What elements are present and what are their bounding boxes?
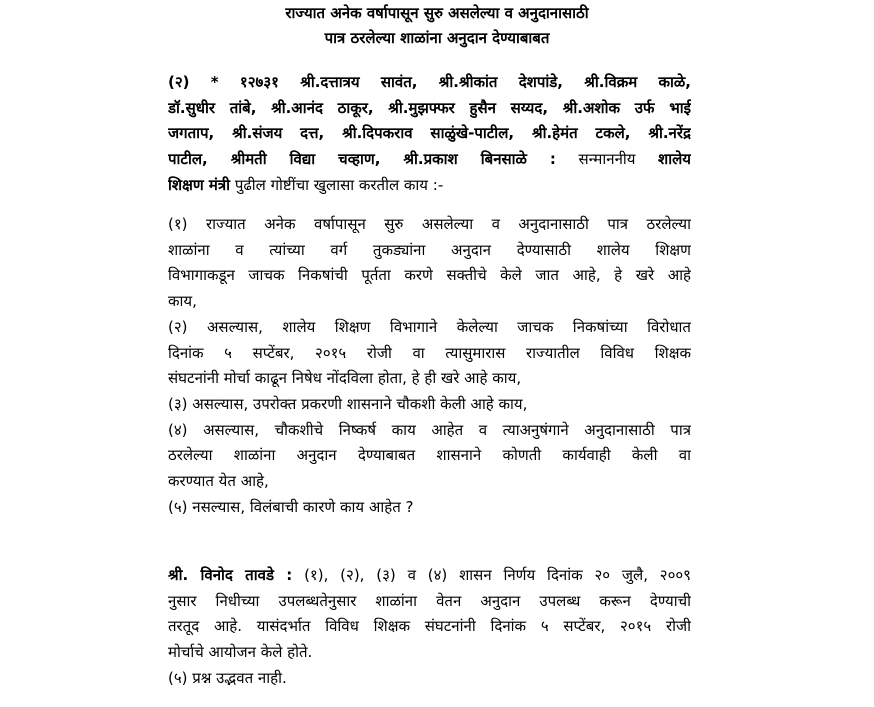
answer-line (168, 563, 691, 589)
question-item-line: (५) नसल्यास, विलंबाची कारणे काय आहेत ? (168, 497, 414, 516)
question-item-line: ठरलेल्या शाळांना अनुदान देण्याबाबत शासनाने कोणती कार्यवाही केली वा (168, 446, 691, 465)
question-header-line (168, 147, 691, 173)
question-item-line: (३) असल्यास, उपरोक्त प्रकरणी शासनाने चौकशी केली आहे काय, (168, 394, 528, 413)
document-title-line-1: राज्यात अनेक वर्षापासून सुरु असलेल्या व अनुदानासाठी (285, 4, 589, 22)
answer-line: मोर्चाचे आयोजन केले होते. (168, 643, 313, 662)
question-intro: पुढील गोष्टींचा खुलासा करतील काय :- (230, 175, 444, 194)
question-item-line: विभागाकडून जाचक निकषांची पूर्तता करणे सक्तीचे केले जात आहे, हे खरे आहे (168, 266, 691, 285)
question-item-line: शाळांना व त्यांच्या वर्ग तुकड्यांना अनुदान देण्यासाठी शालेय शिक्षण (168, 240, 691, 259)
question-header-line: डॉ.सुधीर तांबे, श्री.आनंद ठाकूर, श्री.मुझफ्फर हुसैन सय्यद, श्री.अशोक उर्फ भाई (168, 98, 691, 117)
honourable-label: सन्माननीय (555, 150, 659, 169)
question-item-line: काय, (168, 292, 197, 311)
minister-title-part: शालेय (658, 150, 691, 169)
question-header-line: (२) * १२७३१ श्री.दत्तात्रय सावंत, श्री.श्रीकांत देशपांडे, श्री.विक्रम काळे, (168, 73, 691, 91)
question-items (168, 212, 691, 520)
question-item-line: (२) असल्यास, शालेय शिक्षण विभागाने केलेल्या जाचक निकषांच्या विरोधात (168, 317, 691, 336)
question-item-line: संघटनांनी मोर्चा काढून निषेध नोंदविला होता, हे ही खरे आहे काय, (168, 369, 522, 388)
answer-text: (१), (२), (३) व (४) शासन निर्णय दिनांक २० जुलै, २००९ (292, 566, 691, 584)
answer-line: नुसार निधीच्या उपलब्धतेनुसार शाळांना वेतन अनुदान उपलब्ध करून देण्याची (168, 591, 691, 610)
question-item-line: दिनांक ५ सप्टेंबर, २०१५ रोजी वा त्यासुमारास राज्यातील विविध शिक्षक (168, 343, 691, 362)
question-header-line (168, 173, 691, 199)
question-item-line: (१) राज्यात अनेक वर्षापासून सुरु असलेल्या व अनुदानासाठी पात्र ठरलेल्या (168, 215, 691, 233)
question-header-line: जगताप, श्री.संजय दत्त, श्री.दिपकराव साळुंखे-पाटील, श्री.हेमंत टकले, श्री.नरेंद्र (168, 124, 691, 143)
members-tail: पाटील, श्रीमती विद्या चव्हाण, श्री.प्रकाश बिनसाळे : (168, 150, 556, 169)
question-header (168, 70, 691, 199)
answer-speaker: श्री. विनोद तावडे : (168, 566, 293, 584)
answer-line: (५) प्रश्न उद्भवत नाही. (168, 668, 287, 687)
question-item-line: करण्यात येत आहे, (168, 472, 269, 491)
minister-title: शिक्षण मंत्री (168, 175, 231, 194)
document-title-line-2: पात्र ठरलेल्या शाळांना अनुदान देण्याबाबत (324, 29, 550, 47)
answer-block (168, 563, 691, 692)
answer-line: तरतूद आहे. यासंदर्भात विविध शिक्षक संघटनांनी दिनांक ५ सप्टेंबर, २०१५ रोजी (168, 617, 691, 636)
question-item-line: (४) असल्यास, चौकशीचे निष्कर्ष काय आहेत व त्याअनुषंगाने अनुदानासाठी पात्र (168, 420, 691, 439)
